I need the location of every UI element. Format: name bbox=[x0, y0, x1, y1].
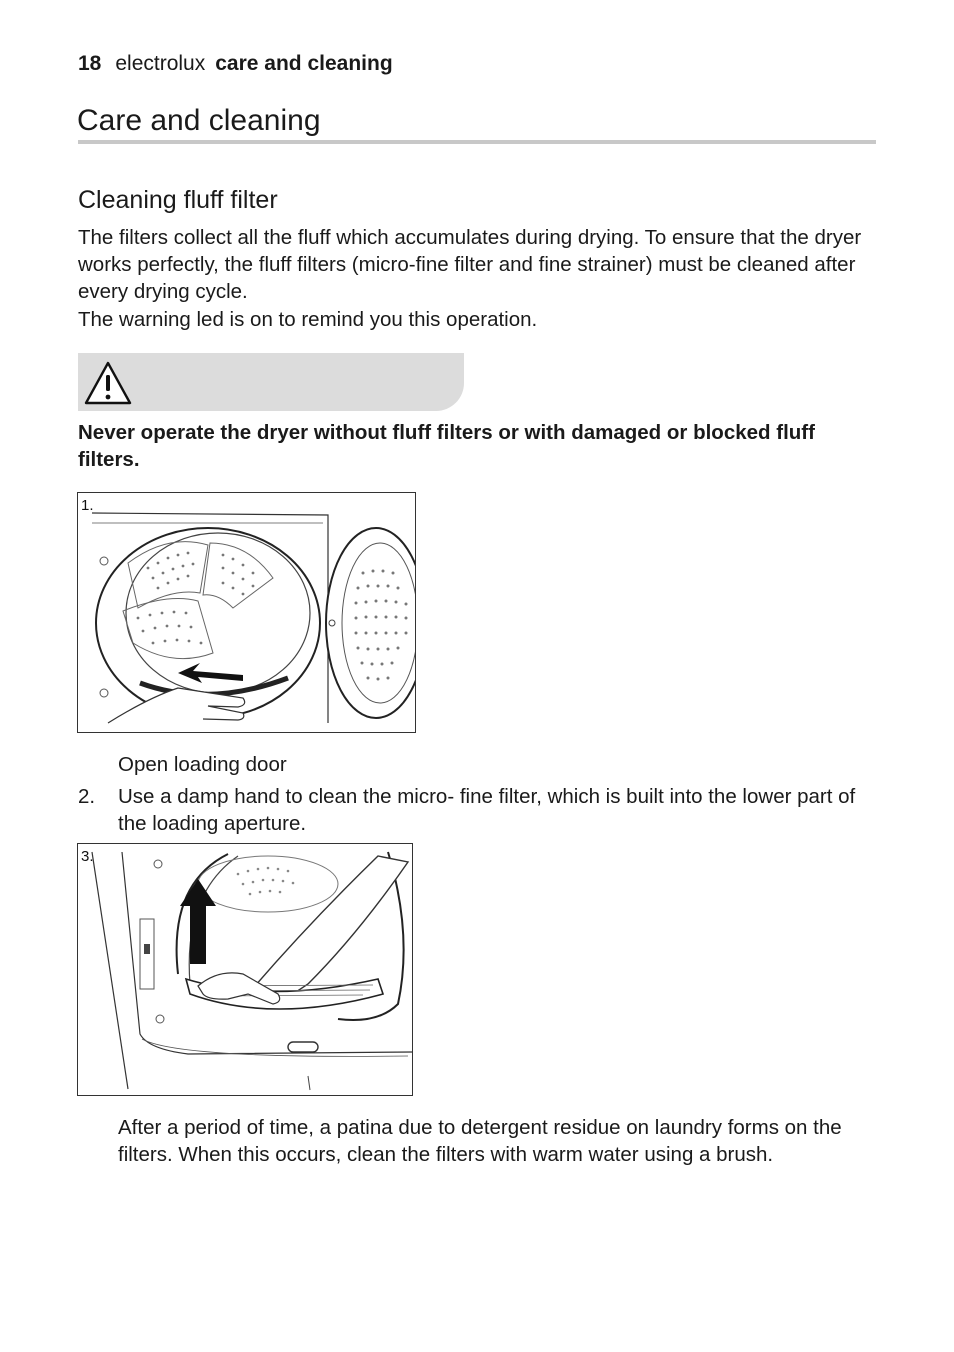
intro-note: The warning led is on to remind you this operation. bbox=[78, 308, 538, 331]
step-2-number: 2. bbox=[78, 785, 96, 808]
figure-label: 3. bbox=[81, 848, 94, 865]
warning-banner bbox=[78, 353, 464, 411]
warning-text: Never operate the dryer without fluff filters or with damaged or blocked fluff filters. bbox=[78, 421, 815, 471]
page-title: Care and cleaning bbox=[77, 104, 321, 137]
page-number: 18 bbox=[78, 52, 102, 75]
subsection-title: Cleaning fluff filter bbox=[78, 186, 278, 214]
step-1-text: Open loading door bbox=[118, 753, 287, 776]
step-2-text: Use a damp hand to clean the micro- fine filter, which is built into the lower part of the loading aperture. bbox=[118, 785, 856, 835]
intro-paragraph: The filters collect all the fluff which accumulates during drying. To ensure that the dryer works perfectly, the fluff filters (micro-fine filter and fine strainer) must be cleaned after every drying cycle. bbox=[78, 226, 862, 303]
figure-label: 1. bbox=[81, 497, 94, 514]
page-header bbox=[78, 52, 393, 76]
title-divider bbox=[78, 140, 876, 144]
figure-remove-filter bbox=[77, 843, 413, 1096]
section-name: care and cleaning bbox=[215, 52, 393, 75]
figure-open-door bbox=[77, 492, 416, 733]
warning-triangle-icon bbox=[83, 360, 133, 406]
brand-name: electrolux bbox=[115, 52, 206, 75]
closing-paragraph: After a period of time, a patina due to detergent residue on laundry forms on the filters. When this occurs, clean the filters with warm water using a brush. bbox=[118, 1116, 842, 1166]
